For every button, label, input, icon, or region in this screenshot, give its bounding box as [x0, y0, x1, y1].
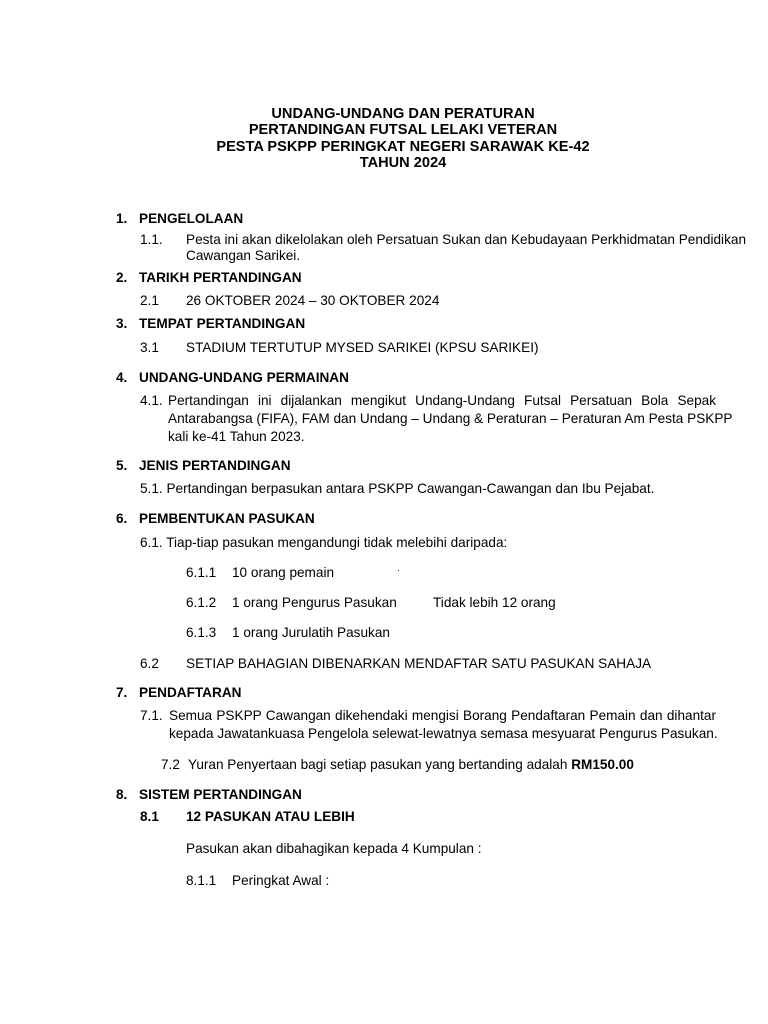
item-6-1-2-text: 1 orang Pengurus Pasukan: [232, 595, 397, 610]
section-6-title: PEMBENTUKAN PASUKAN: [139, 511, 315, 526]
item-6-1-1-number: 6.1.1: [186, 565, 217, 580]
item-6-2-number: 6.2: [140, 656, 159, 671]
doc-title-line2: PERTANDINGAN FUTSAL LELAKI VETERAN: [248, 122, 558, 138]
section-2-title: TARIKH PERTANDINGAN: [139, 270, 302, 285]
item-6-1-1-text: 10 orang pemain: [232, 565, 335, 580]
section-5-number: 5.: [116, 458, 128, 473]
section-1-title: PENGELOLAAN: [139, 211, 244, 226]
item-7-1-line1: Semua PSKPP Cawangan dikehendaki mengisi Borang Pendaftaran Pemain dan dihantar: [169, 708, 716, 723]
section-3-number: 3.: [116, 316, 128, 331]
item-7-1-line2: kepada Jawatankuasa Pengelola selewat-lewatnya semasa mesyuarat Pengurus Pasukan.: [169, 726, 718, 741]
item-8-1-1-text: Peringkat Awal :: [232, 873, 330, 888]
item-1-1-number: 1.1.: [140, 232, 163, 247]
section-3-title: TEMPAT PERTANDINGAN: [139, 316, 306, 331]
item-7-2-text: [188, 757, 634, 773]
section-7-number: 7.: [116, 685, 128, 700]
section-8-title: SISTEM PERTANDINGAN: [139, 787, 302, 802]
team-size-note: Tidak lebih 12 orang: [433, 595, 556, 610]
item-6-2-text: SETIAP BAHAGIAN DIBENARKAN MENDAFTAR SATU PASUKAN SAHAJA: [186, 656, 652, 671]
section-1-number: 1.: [116, 211, 128, 226]
item-6-1-3-text: 1 orang Jurulatih Pasukan: [232, 625, 390, 640]
doc-title-line3: PESTA PSKPP PERINGKAT NEGERI SARAWAK KE-42: [216, 139, 590, 155]
item-4-1-number: 4.1.: [140, 393, 163, 408]
item-8-1-title: 12 PASUKAN ATAU LEBIH: [186, 809, 355, 824]
stray-mark: ·: [397, 565, 400, 575]
section-4-title: UNDANG-UNDANG PERMAINAN: [139, 370, 349, 385]
section-6-number: 6.: [116, 511, 128, 526]
item-2-1-text: 26 OKTOBER 2024 – 30 OKTOBER 2024: [186, 293, 440, 308]
section-5-title: JENIS PERTANDINGAN: [139, 458, 291, 473]
item-6-1-intro: 6.1. Tiap-tiap pasukan mengandungi tidak melebihi daripada:: [140, 535, 508, 550]
entry-fee-amount: RM150.00: [571, 757, 634, 772]
section-8-number: 8.: [116, 787, 128, 802]
section-2-number: 2.: [116, 270, 128, 285]
item-4-1-line1: Pertandingan ini dijalankan mengikut Undang-Undang Futsal Persatuan Bola Sepak: [168, 393, 716, 408]
item-8-1-paragraph: Pasukan akan dibahagikan kepada 4 Kumpulan :: [186, 841, 482, 856]
item-8-1-1-number: 8.1.1: [186, 873, 217, 888]
item-2-1-number: 2.1: [140, 293, 159, 308]
section-7-title: PENDAFTARAN: [139, 685, 242, 700]
item-6-1-2-number: 6.1.2: [186, 595, 217, 610]
item-4-1-line3: kali ke-41 Tahun 2023.: [168, 429, 305, 444]
item-3-1-text: STADIUM TERTUTUP MYSED SARIKEI (KPSU SARIKEI): [186, 340, 539, 355]
doc-title-line1: UNDANG-UNDANG DAN PERATURAN: [271, 106, 535, 122]
item-8-1-number: 8.1: [140, 809, 159, 824]
item-5-1-text: 5.1. Pertandingan berpasukan antara PSKPP Cawangan-Cawangan dan Ibu Pejabat.: [140, 481, 655, 496]
item-7-1-number: 7.1.: [140, 708, 163, 723]
item-1-1-line2: Cawangan Sarikei.: [186, 248, 301, 263]
item-6-1-3-number: 6.1.3: [186, 625, 217, 640]
item-3-1-number: 3.1: [140, 340, 159, 355]
section-4-number: 4.: [116, 370, 128, 385]
item-1-1-line1: Pesta ini akan dikelolakan oleh Persatuan Sukan dan Kebudayaan Perkhidmatan Pendidikan: [186, 232, 746, 247]
item-7-2-label: Yuran Penyertaan bagi setiap pasukan yang bertanding adalah: [188, 757, 572, 772]
item-7-2-number: 7.2: [161, 757, 180, 772]
item-4-1-line2: Antarabangsa (FIFA), FAM dan Undang – Undang & Peraturan – Peraturan Am Pesta PSKPP: [168, 411, 733, 426]
doc-title-line4: TAHUN 2024: [359, 155, 447, 171]
